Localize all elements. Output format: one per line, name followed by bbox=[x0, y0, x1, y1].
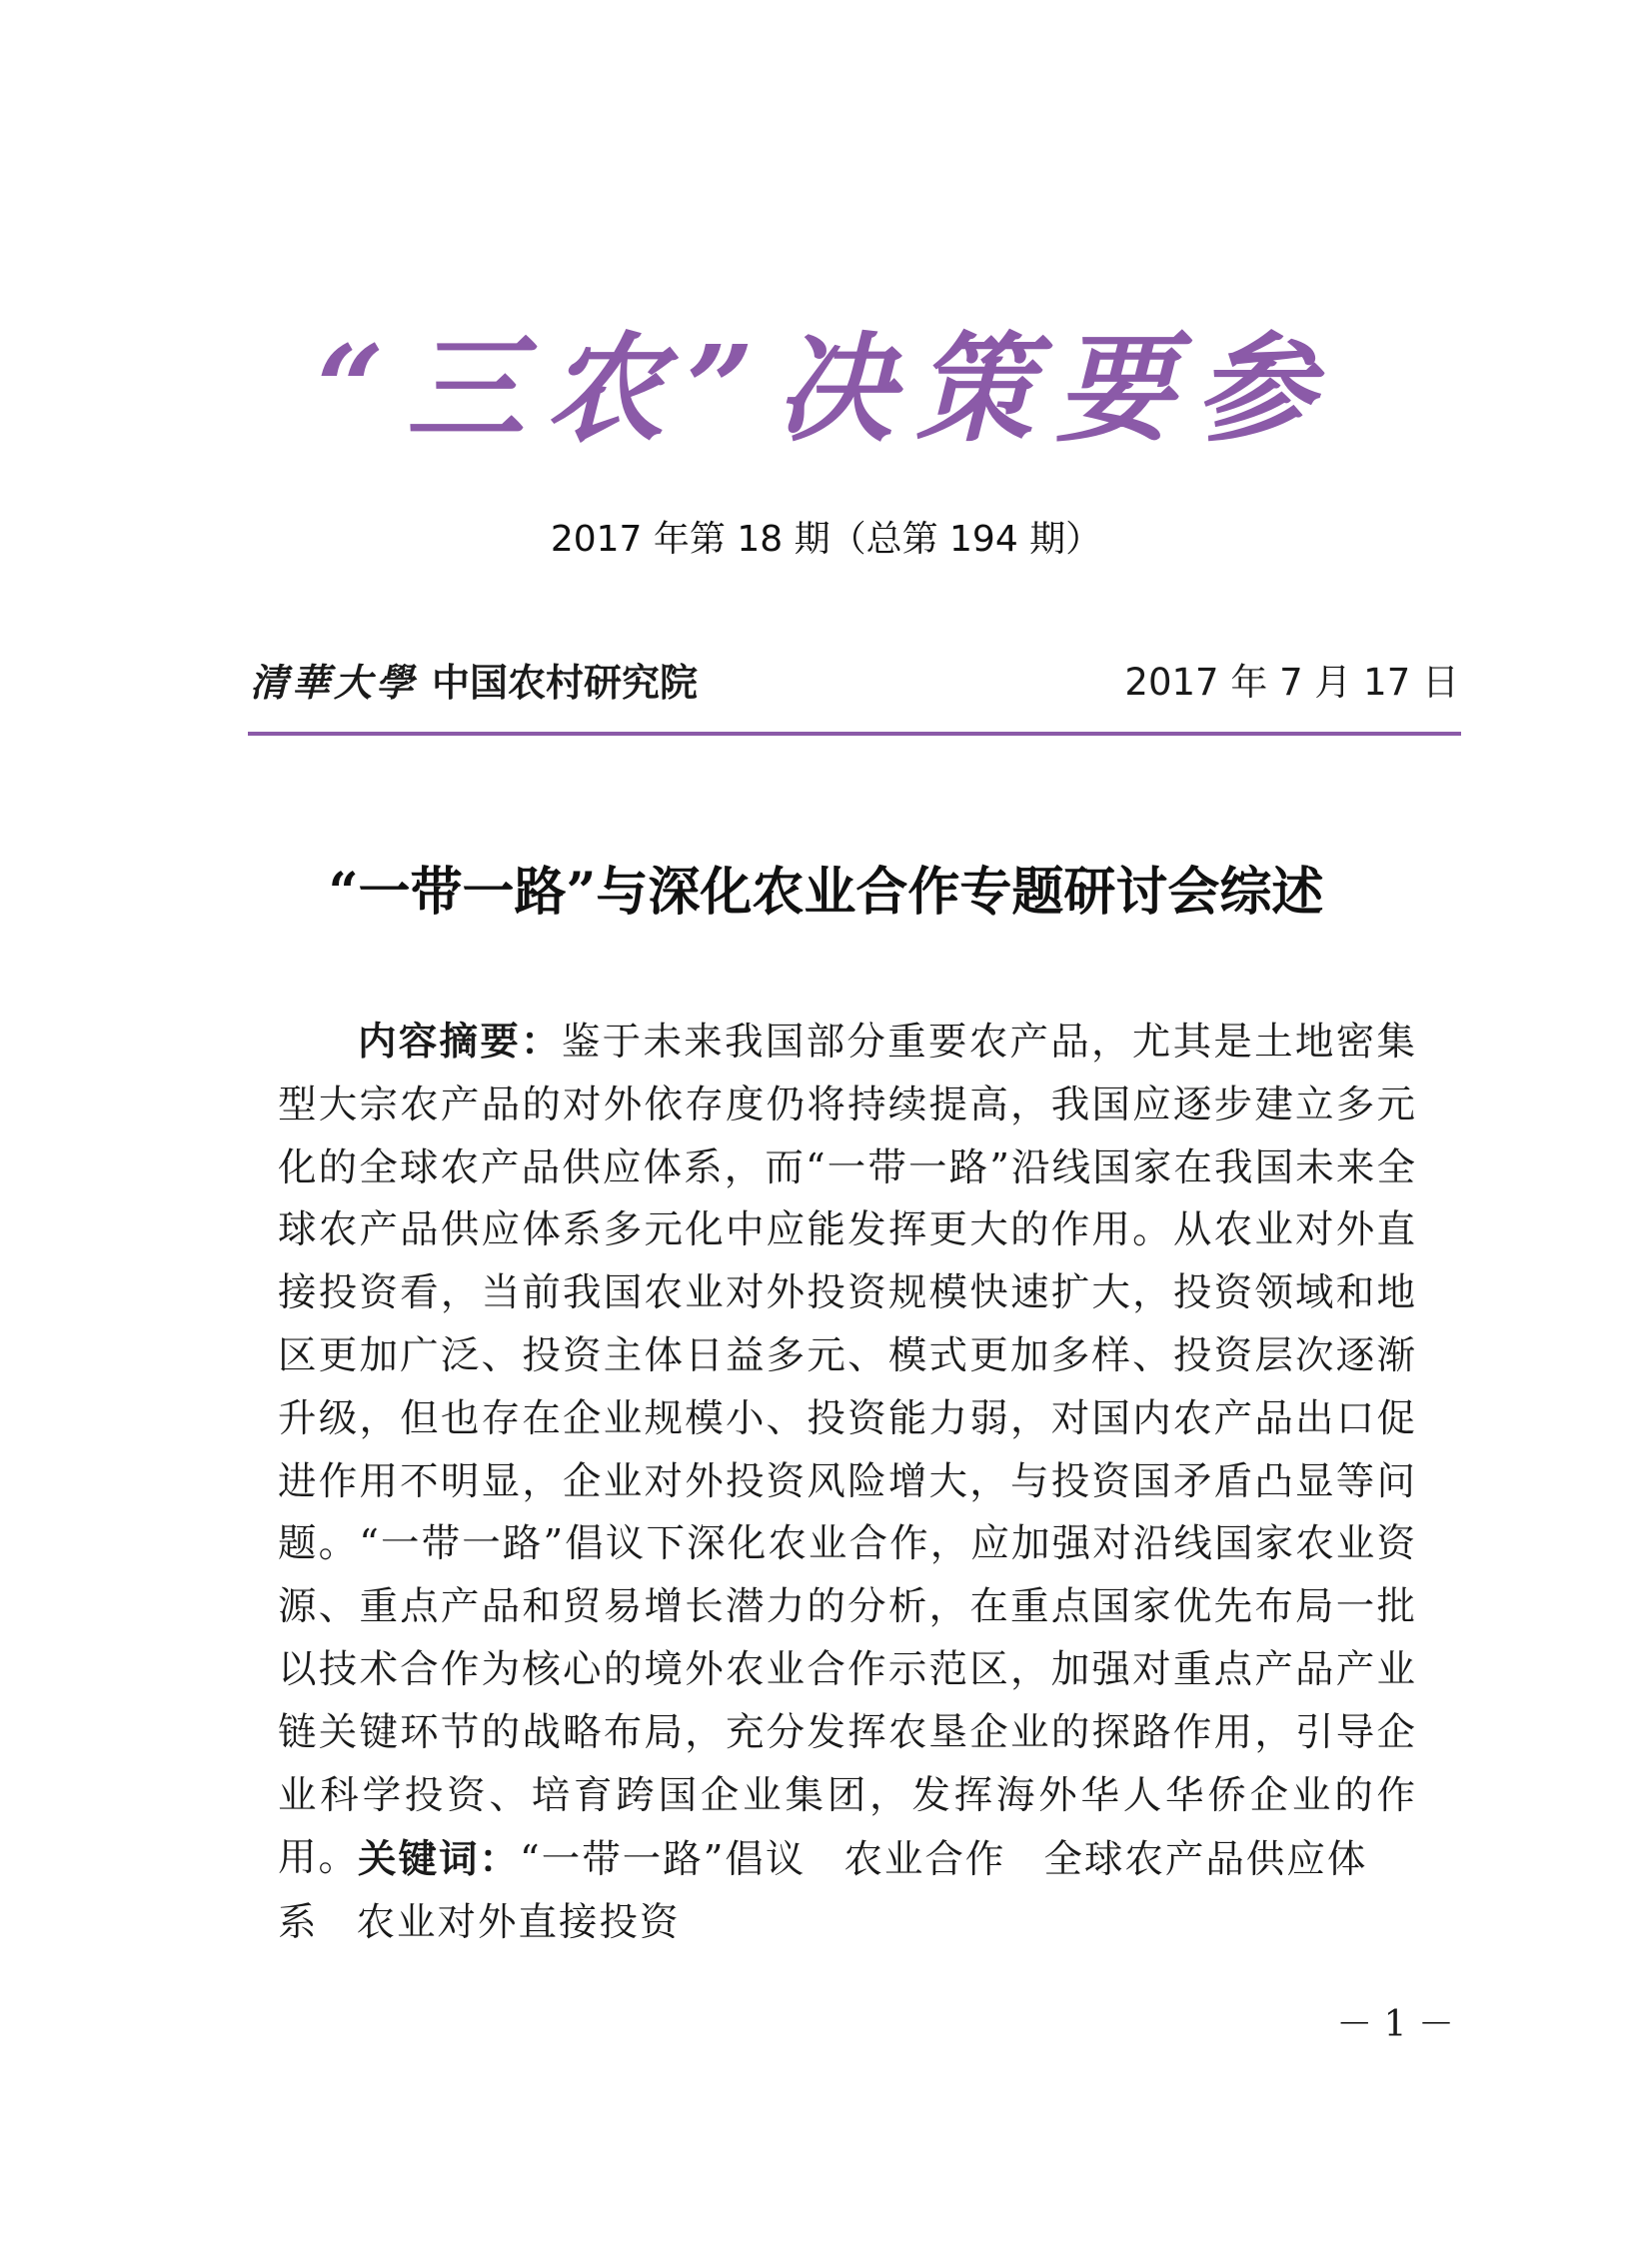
header-divider bbox=[248, 732, 1461, 736]
institute-name: 中国农村研究院 bbox=[432, 660, 699, 705]
keyword-item: 农业对外直接投资 bbox=[356, 1899, 681, 1945]
keyword-item: 农业合作 bbox=[843, 1837, 1006, 1882]
header-row bbox=[250, 655, 1459, 711]
keywords-paragraph bbox=[278, 1829, 1417, 1955]
abstract-paragraph bbox=[278, 1012, 1417, 1890]
keywords-label: 关键词： bbox=[358, 1837, 521, 1882]
page-number: － 1 － bbox=[1336, 2004, 1454, 2045]
publication-date: 2017 年 7 月 17 日 bbox=[1124, 661, 1459, 704]
university-logo-text: 清華大學 bbox=[250, 660, 419, 705]
masthead-title: “三农”决策要参 bbox=[316, 319, 1336, 458]
abstract-label: 内容摘要： bbox=[358, 1020, 562, 1065]
keyword-item: “一带一路”倡议 bbox=[520, 1837, 807, 1882]
keyword-item: 全球农产品供应体系 bbox=[278, 1837, 1368, 1945]
article-title: “一带一路”与深化农业合作专题研讨会综述 bbox=[328, 862, 1324, 923]
institute-line bbox=[250, 655, 698, 711]
issue-number: 2017 年第 18 期（总第 194 期） bbox=[550, 519, 1102, 560]
abstract-text: 鉴于未来我国部分重要农产品，尤其是土地密集型大宗农产品的对外依存度仍将持续提高，我国应逐步建立多元化的全球农产品供应体系，而“一带一路”沿线国家在我国未来全球农产品供应体系多元化中应能发挥更大的作用。从农业对外直接投资看，当前我国农业对外投资规模快速扩大，投资领域和地区更加广泛、投资主体日益多元、模式更加多样、投资层次逐渐升级，但也存在企业规模小、投资能力弱，对国内农产品出口促进作用不明显，企业对外投资风险增大，与投资国矛盾凸显等问题。“一带一路”倡议下深化农业合作，应加强对沿线国家农业资源、重点产品和贸易增长潜力的分析，在重点国家优先布局一批以技术合作为核心的境外农业合作示范区，加强对重点产品产业链关键环节的战略布局，充分发挥农垦企业的探路作用，引导企业科学投资、培育跨国企业集团，发挥海外华人华侨企业的作用。 bbox=[278, 1020, 1417, 1881]
